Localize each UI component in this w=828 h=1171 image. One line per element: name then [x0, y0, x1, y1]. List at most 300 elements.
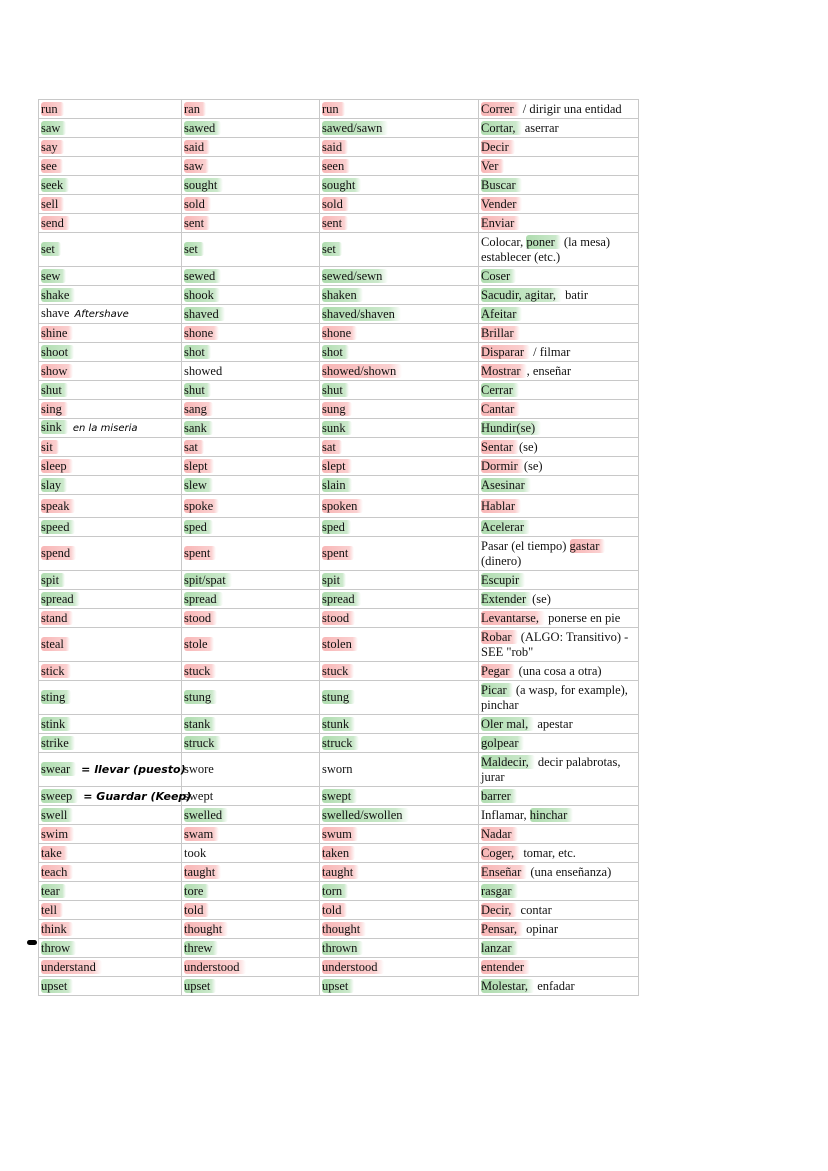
past-participle-cell — [320, 734, 479, 753]
infinitive-text: swim — [41, 827, 74, 841]
infinitive-text: take — [41, 846, 68, 860]
infinitive-text: swear — [41, 762, 76, 776]
infinitive-text: shake — [41, 288, 75, 302]
verb-row — [39, 195, 639, 214]
past-simple-cell — [182, 537, 320, 571]
past-simple-text: stung — [184, 690, 217, 704]
past-participle-text: swelled/swollen — [322, 808, 409, 822]
past-participle-cell — [320, 119, 479, 138]
past-simple-cell — [182, 214, 320, 233]
past-simple-text: shot — [184, 345, 211, 359]
past-simple-cell — [182, 787, 320, 806]
infinitive-cell — [39, 863, 182, 882]
infinitive-text: sew — [41, 269, 66, 283]
translation-segment: Brillar — [481, 326, 520, 340]
past-participle-cell — [320, 419, 479, 438]
translation-segment: / dirigir una entidad — [519, 101, 622, 116]
translation-segment: Asesinar — [481, 478, 531, 492]
verb-row — [39, 844, 639, 863]
past-simple-cell — [182, 958, 320, 977]
handwritten-note: Aftershave — [74, 309, 129, 320]
infinitive-text: shine — [41, 326, 73, 340]
past-participle-cell — [320, 590, 479, 609]
infinitive-text: send — [41, 216, 70, 230]
infinitive-text: speak — [41, 499, 75, 513]
handwritten-note: = llevar (puesto) — [81, 763, 186, 776]
translation-segment: batir — [562, 287, 589, 302]
handwritten-note: en la miseria — [72, 423, 138, 434]
infinitive-cell — [39, 495, 182, 518]
past-participle-text: shaken — [322, 288, 363, 302]
past-participle-text: told — [322, 903, 347, 917]
verb-row — [39, 787, 639, 806]
verb-row — [39, 753, 639, 787]
infinitive-cell — [39, 305, 182, 324]
translation-segment: entender — [481, 960, 530, 974]
past-participle-cell — [320, 662, 479, 681]
infinitive-cell — [39, 977, 182, 996]
verb-row — [39, 734, 639, 753]
infinitive-cell — [39, 286, 182, 305]
infinitive-text: shut — [41, 383, 68, 397]
translation-segment: gastar — [570, 539, 606, 553]
past-participle-text: sent — [322, 216, 348, 230]
past-simple-text: stood — [184, 611, 217, 625]
past-participle-cell — [320, 214, 479, 233]
past-simple-cell — [182, 715, 320, 734]
translation-cell — [479, 715, 639, 734]
past-simple-cell — [182, 305, 320, 324]
infinitive-cell — [39, 138, 182, 157]
infinitive-text: sting — [41, 690, 71, 704]
past-participle-text: swum — [322, 827, 358, 841]
translation-segment: Robar — [481, 630, 518, 644]
past-simple-cell — [182, 381, 320, 400]
past-participle-cell — [320, 286, 479, 305]
translation-segment: Decir — [481, 140, 515, 154]
translation-segment: Extender — [481, 592, 532, 606]
verb-row — [39, 863, 639, 882]
verb-row — [39, 920, 639, 939]
past-simple-cell — [182, 457, 320, 476]
infinitive-cell — [39, 939, 182, 958]
past-simple-text: swept — [184, 788, 214, 803]
translation-segment: aserrar — [521, 120, 559, 135]
past-participle-cell — [320, 901, 479, 920]
handwritten-note: = Guardar (Keep) — [83, 789, 192, 803]
translation-cell — [479, 571, 639, 590]
past-simple-text: slew — [184, 478, 213, 492]
infinitive-cell — [39, 734, 182, 753]
translation-segment: (la mesa) establecer (etc.) — [481, 234, 611, 264]
translation-cell — [479, 901, 639, 920]
infinitive-text: set — [41, 242, 61, 256]
infinitive-cell — [39, 825, 182, 844]
past-participle-cell — [320, 400, 479, 419]
past-participle-text: sped — [322, 520, 351, 534]
past-simple-text: tore — [184, 884, 209, 898]
infinitive-text: stick — [41, 664, 71, 678]
past-participle-text: stuck — [322, 664, 354, 678]
past-simple-cell — [182, 901, 320, 920]
past-participle-text: stolen — [322, 637, 358, 651]
infinitive-text: sing — [41, 402, 68, 416]
past-participle-cell — [320, 571, 479, 590]
past-simple-text: swam — [184, 827, 219, 841]
past-simple-text: threw — [184, 941, 218, 955]
translation-cell — [479, 662, 639, 681]
translation-segment: Escupir — [481, 573, 525, 587]
verb-row — [39, 343, 639, 362]
past-participle-text: shone — [322, 326, 357, 340]
past-simple-text: understood — [184, 960, 246, 974]
translation-segment: poner — [526, 235, 560, 249]
past-participle-text: spit — [322, 573, 346, 587]
translation-cell — [479, 381, 639, 400]
translation-cell — [479, 681, 639, 715]
translation-cell — [479, 882, 639, 901]
past-simple-cell — [182, 609, 320, 628]
past-participle-text: stunk — [322, 717, 355, 731]
past-participle-cell — [320, 267, 479, 286]
translation-segment: Cerrar — [481, 383, 519, 397]
translation-segment: apestar — [534, 716, 573, 731]
translation-cell — [479, 590, 639, 609]
past-participle-text: set — [322, 242, 342, 256]
translation-segment: Levantarse, — [481, 611, 545, 625]
verb-row — [39, 662, 639, 681]
verb-row — [39, 518, 639, 537]
past-simple-text: thought — [184, 922, 228, 936]
verb-row — [39, 286, 639, 305]
translation-cell — [479, 977, 639, 996]
past-participle-text: struck — [322, 736, 359, 750]
infinitive-cell — [39, 537, 182, 571]
infinitive-text: understand — [41, 960, 102, 974]
infinitive-text: slay — [41, 478, 67, 492]
past-simple-text: sang — [184, 402, 213, 416]
past-simple-cell — [182, 571, 320, 590]
translation-cell — [479, 920, 639, 939]
past-simple-cell — [182, 176, 320, 195]
infinitive-cell — [39, 787, 192, 806]
past-participle-cell — [320, 438, 479, 457]
translation-segment: (una enseñanza) — [527, 864, 612, 879]
infinitive-cell — [39, 362, 182, 381]
past-simple-text: ran — [184, 102, 206, 116]
verb-row — [39, 901, 639, 920]
translation-segment: Colocar, — [481, 234, 527, 249]
verb-row — [39, 157, 639, 176]
translation-cell — [479, 362, 639, 381]
past-participle-cell — [320, 324, 479, 343]
past-simple-text: shut — [184, 383, 211, 397]
infinitive-text: sit — [41, 440, 59, 454]
past-participle-cell — [320, 305, 479, 324]
translation-cell — [479, 806, 639, 825]
translation-segment: (a wasp, for example), pinchar — [481, 682, 628, 712]
verb-row — [39, 457, 639, 476]
past-participle-text: run — [322, 102, 345, 116]
verb-row — [39, 609, 639, 628]
past-participle-cell — [320, 157, 479, 176]
translation-segment: (se) — [518, 439, 538, 454]
infinitive-cell — [39, 233, 182, 267]
verb-row — [39, 438, 639, 457]
past-participle-text: sought — [322, 178, 361, 192]
infinitive-cell — [39, 844, 182, 863]
translation-cell — [479, 138, 639, 157]
past-participle-cell — [320, 863, 479, 882]
infinitive-cell — [39, 343, 182, 362]
verb-row — [39, 267, 639, 286]
past-simple-cell — [182, 195, 320, 214]
infinitive-cell — [39, 176, 182, 195]
translation-segment: Coser — [481, 269, 516, 283]
infinitive-text: show — [41, 364, 73, 378]
past-simple-cell — [182, 825, 320, 844]
verb-row — [39, 977, 639, 996]
past-simple-cell — [182, 100, 320, 119]
past-participle-cell — [320, 920, 479, 939]
past-participle-text: sworn — [322, 762, 353, 776]
past-simple-text: sawed — [184, 121, 221, 135]
translation-segment: Cortar, — [481, 121, 522, 135]
past-simple-cell — [182, 863, 320, 882]
verb-row — [39, 958, 639, 977]
infinitive-text: swell — [41, 808, 73, 822]
verb-row — [39, 176, 639, 195]
infinitive-text: teach — [41, 865, 73, 879]
past-simple-cell — [182, 977, 320, 996]
past-participle-cell — [320, 381, 479, 400]
past-participle-text: slept — [322, 459, 352, 473]
verb-row — [39, 882, 639, 901]
translation-segment: (una cosa a otra) — [515, 663, 602, 678]
translation-segment: opinar — [522, 921, 559, 936]
verb-row — [39, 590, 639, 609]
translation-cell — [479, 734, 639, 753]
past-participle-text: understood — [322, 960, 384, 974]
past-simple-cell — [182, 400, 320, 419]
translation-segment: contar — [517, 902, 552, 917]
past-simple-cell — [182, 806, 320, 825]
infinitive-text: shoot — [41, 345, 74, 359]
past-simple-text: sped — [184, 520, 213, 534]
infinitive-cell — [39, 438, 182, 457]
infinitive-text: spend — [41, 546, 76, 560]
past-participle-text: sewed/sewn — [322, 269, 388, 283]
past-participle-cell — [320, 825, 479, 844]
infinitive-text: seek — [41, 178, 69, 192]
translation-cell — [479, 176, 639, 195]
past-simple-text: saw — [184, 159, 209, 173]
translation-cell — [479, 100, 639, 119]
past-simple-text: upset — [184, 979, 216, 993]
past-simple-text: spit/spat — [184, 573, 232, 587]
infinitive-text: saw — [41, 121, 66, 135]
past-participle-text: sunk — [322, 421, 352, 435]
infinitive-cell — [39, 662, 182, 681]
translation-segment: Mostrar — [481, 364, 527, 378]
verb-rows — [39, 100, 639, 996]
past-simple-text: showed — [184, 363, 223, 378]
past-participle-cell — [320, 753, 479, 787]
translation-segment: Enseñar — [481, 865, 527, 879]
past-simple-cell — [182, 734, 320, 753]
infinitive-cell — [39, 214, 182, 233]
translation-cell — [479, 457, 639, 476]
past-participle-text: slain — [322, 478, 352, 492]
translation-segment: Oler mal, — [481, 717, 534, 731]
translation-segment: rasgar — [481, 884, 518, 898]
past-participle-cell — [320, 476, 479, 495]
verb-row — [39, 362, 639, 381]
translation-segment: Coger, — [481, 846, 520, 860]
past-simple-cell — [182, 286, 320, 305]
past-participle-cell — [320, 844, 479, 863]
translation-segment: Maldecir, — [481, 755, 535, 769]
past-simple-text: slept — [184, 459, 214, 473]
past-participle-text: taught — [322, 865, 359, 879]
verb-row — [39, 628, 639, 662]
past-simple-cell — [182, 157, 320, 176]
past-participle-cell — [320, 518, 479, 537]
verb-row — [39, 214, 639, 233]
translation-segment: Enviar — [481, 216, 520, 230]
translation-cell — [479, 476, 639, 495]
translation-segment: Decir, — [481, 903, 517, 917]
verb-row — [39, 400, 639, 419]
verb-row — [39, 681, 639, 715]
past-simple-text: sank — [184, 421, 213, 435]
infinitive-text: stink — [41, 717, 71, 731]
translation-cell — [479, 286, 639, 305]
infinitive-text: run — [41, 102, 64, 116]
translation-segment: Vender — [481, 197, 522, 211]
past-participle-text: spoken — [322, 499, 363, 513]
translation-segment: Hablar — [481, 499, 521, 513]
infinitive-cell — [39, 806, 182, 825]
past-simple-cell — [182, 495, 320, 518]
past-participle-cell — [320, 715, 479, 734]
translation-segment: Pasar (el tiempo) — [481, 538, 570, 553]
past-participle-text: spread — [322, 592, 361, 606]
translation-cell — [479, 628, 639, 662]
infinitive-text: think — [41, 922, 73, 936]
past-simple-cell — [182, 324, 320, 343]
translation-segment: Pensar, — [481, 922, 523, 936]
infinitive-cell — [39, 419, 182, 438]
translation-segment: enfadar — [534, 978, 575, 993]
translation-segment: (ALGO: Transitivo) - SEE "rob" — [481, 629, 629, 659]
past-simple-text: taught — [184, 865, 221, 879]
past-participle-text: showed/shown — [322, 364, 402, 378]
infinitive-text: shave — [41, 306, 70, 320]
translation-segment: Disparar — [481, 345, 530, 359]
past-simple-text: sought — [184, 178, 223, 192]
infinitive-cell — [39, 958, 182, 977]
verb-row — [39, 381, 639, 400]
past-simple-cell — [182, 476, 320, 495]
translation-cell — [479, 195, 639, 214]
past-simple-cell — [182, 233, 320, 267]
infinitive-text: sell — [41, 197, 64, 211]
past-simple-text: stole — [184, 637, 214, 651]
translation-cell — [479, 753, 639, 787]
past-simple-cell — [182, 753, 320, 787]
translation-segment: Correr — [481, 102, 520, 116]
irregular-verbs-table — [38, 99, 639, 996]
verb-row — [39, 825, 639, 844]
verb-row — [39, 419, 639, 438]
past-simple-text: said — [184, 140, 210, 154]
past-simple-cell — [182, 844, 320, 863]
translation-segment: Buscar — [481, 178, 522, 192]
translation-segment: hinchar — [530, 808, 573, 822]
translation-segment: , enseñar — [526, 363, 571, 378]
verb-row — [39, 119, 639, 138]
past-participle-cell — [320, 457, 479, 476]
past-participle-text: torn — [322, 884, 348, 898]
infinitive-cell — [39, 324, 182, 343]
past-simple-cell — [182, 419, 320, 438]
past-participle-text: swept — [322, 789, 357, 803]
past-simple-cell — [182, 362, 320, 381]
translation-segment: Dormir — [481, 459, 524, 473]
infinitive-text: tell — [41, 903, 63, 917]
past-participle-cell — [320, 958, 479, 977]
past-participle-text: sat — [322, 440, 342, 454]
past-participle-text: stung — [322, 690, 355, 704]
past-participle-cell — [320, 806, 479, 825]
translation-cell — [479, 518, 639, 537]
infinitive-text: sink — [41, 420, 68, 434]
verb-row — [39, 537, 639, 571]
translation-cell — [479, 119, 639, 138]
infinitive-text: stand — [41, 611, 73, 625]
verb-row — [39, 571, 639, 590]
infinitive-cell — [39, 715, 182, 734]
past-participle-text: sung — [322, 402, 352, 416]
verb-row — [39, 100, 639, 119]
past-participle-cell — [320, 882, 479, 901]
infinitive-text: sweep — [41, 789, 78, 803]
past-participle-text: taken — [322, 846, 355, 860]
translation-cell — [479, 157, 639, 176]
translation-segment: Molestar, — [481, 979, 534, 993]
past-simple-text: shook — [184, 288, 220, 302]
infinitive-cell — [39, 119, 182, 138]
infinitive-cell — [39, 628, 182, 662]
infinitive-text: sleep — [41, 459, 73, 473]
translation-cell — [479, 609, 639, 628]
past-simple-text: took — [184, 845, 207, 860]
infinitive-cell — [39, 753, 186, 787]
translation-cell — [479, 787, 639, 806]
verb-row — [39, 495, 639, 518]
translation-segment: Sentar — [481, 440, 519, 454]
past-simple-text: swelled — [184, 808, 228, 822]
past-simple-cell — [182, 882, 320, 901]
past-simple-cell — [182, 267, 320, 286]
past-simple-cell — [182, 590, 320, 609]
translation-cell — [479, 400, 639, 419]
translation-segment: golpear — [481, 736, 524, 750]
past-participle-cell — [320, 233, 479, 267]
translation-segment: tomar, etc. — [520, 845, 576, 860]
past-participle-cell — [320, 195, 479, 214]
